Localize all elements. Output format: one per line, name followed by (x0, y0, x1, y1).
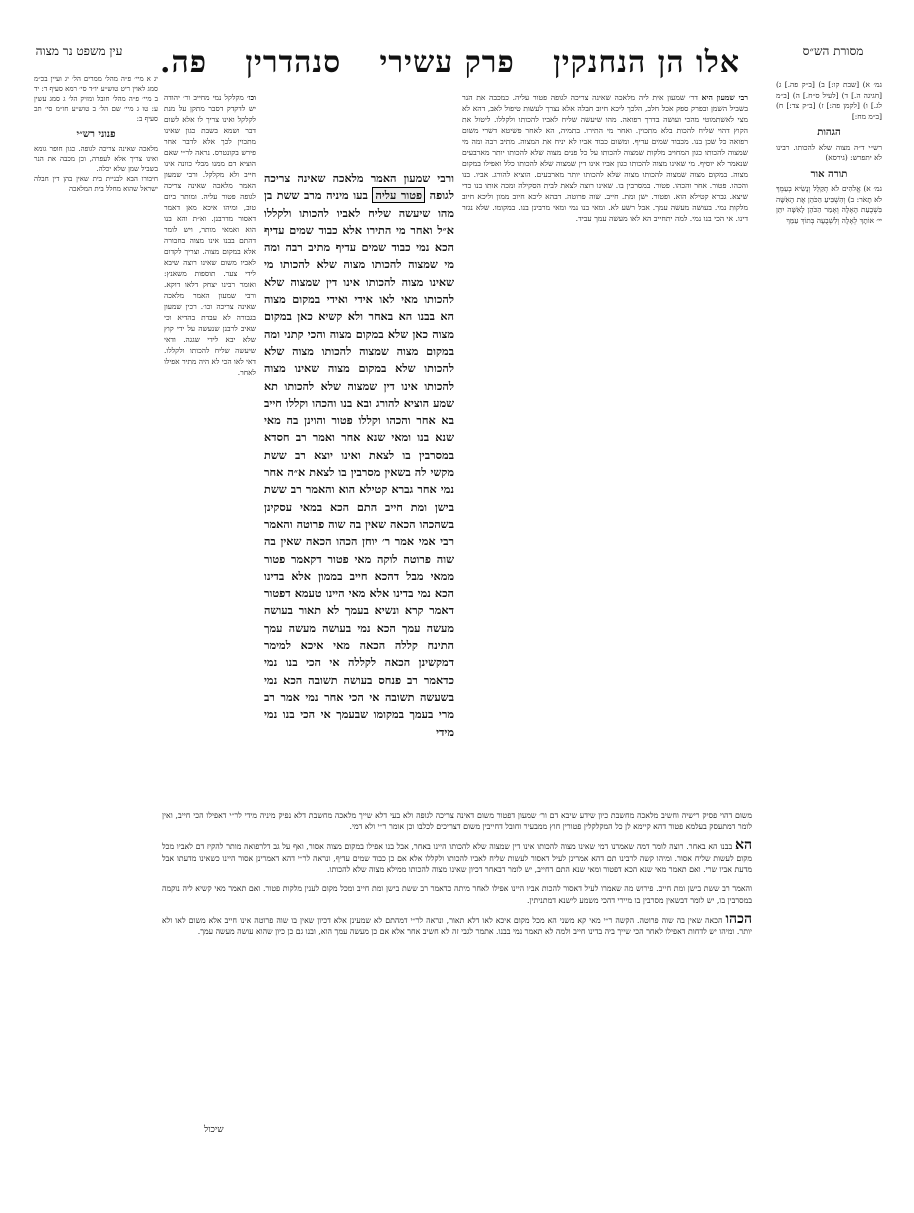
gemara-text-b: בעו מיניה מרב ששת בן מהו שיעשה שליח לאביו להכותו ולקללו א״ל ואחר מי התירו אלא כבוד שמים עדיף הכא נמי כבוד שמים עדיף מתיב רבה ומה מי שמצוה להכותו מצוה שלא להכותו מי שאינו מצוה להכותו אינו דין שמצוה שלא להכותו מאי לאו אידי ואידי במקום מצוה הא בבנו הא באחר ולא קשיא כאן במקום מצוה כאן שלא במקום מצוה והכי קתני ומה במקום מצוה שמצוה להכותו מצוה שלא להכותו שלא במקום מצוה שאינו מצוה להכותו אינו דין שמצוה שלא להכותו תא שמע הוציא להורג ובא בנו והכהו וקללו חייב בא אחר והכהו וקללו פטור והוינן בה מאי שנא בנו ומאי שנא אחר ואמר רב חסדא במסרבין בו לצאת ואינו יוצא רב ששת מקשי לה בשאין מסרבין בו לצאת א״ה אחר נמי אחר גברא קטילא הוא והאמר רב ששת בישן ומת חייב התם הכא במאי עסקינן בשהכהו הכאה שאין בה שוה פרוטה והאמר רבי אמי אמר ר׳ יוחן הכהו הכאה שאין בה שוה פרוטה לוקה מאי פטור דקאמר פטור ממאי מבל דהכא חייב בממון אלא בדינו הכא נמי בדינו אלא מאי היינו טעמא דפטור דאמר קרא ונשיא בעמך לא תאור בעושה מעשה עמך הכא נמי בעושה מעשה עמך התינח קללה הכאה מאי איכא למימר דמקשינן הכאה לקללה אי הכי בנו נמי כדאמר רב פנחס בעושה תשובה הכא נמי בשעשה תשובה אי הכי אחר נמי אמר רב מרי בעמך במקומו שבעמך אי הכי בנו נמי מידי (264, 188, 454, 739)
chapter-number: פרק עשירי (379, 44, 515, 80)
highlighted-phrase: פטור עליה (372, 187, 425, 203)
tosafot-commentary (164, 92, 256, 796)
ein-mishpat-header: עין משפט נר מצוה (35, 44, 123, 58)
chapter-name: אלו הן הנחנקין (553, 44, 740, 80)
gemara-opening: ורבי שמעון האמר (370, 171, 454, 185)
bottom-lead-word: הא (734, 837, 752, 854)
bottom-lead-word-2: הכהו (725, 911, 752, 928)
bottom-line-1: משום דהוי פסיק רישיה וחשיב מלאכה מחשבת כיון שידע שיבא דם ור׳ שמעון דפטור משום דאינה צריכה לגופה ולא בעי דלא שייך מלאכה מחשבת דלא נפיק מיניה מידי לר״י דאפילו הכי חייב, ואין לומר דמתעסק בעלמא פטור דהא קיימא לן כל המקלקלין פטורין חוץ ממבעיר וחובל דחייבין משום דצריכים לכלבו וכן אומר ר״י ולא דמי. (162, 810, 752, 832)
left-note-2: חיבורו הבא לבניית בית שאין בהן דין חבלה ישראל שהוא מחלל בית המלאכה (34, 175, 158, 193)
torah-or-title: תורה אור (810, 168, 848, 180)
catchword: שיכול (204, 1125, 224, 1135)
rashi-body: דר׳ שמעון אית ליה מלאכה שאינה צריכה לגופה פטור עליה. כמכבה את הנר בשביל השמן ובפרק ספק אכל חלב, הלכך ליכא חיוב חבלה אלא נצרך לעשות טיפול לאב, דהא לא מצי לאשתמוטי מהכי ועושה בדרך רפואה. מהו שיעשה שליח לאביו להכותו ולקללו. ליטול את הקוץ דהוי שליח להכות בלא מתכוין. ואחר מי התירו. בתמיה, הא לאחר פשיטא דשרי משום רפואה כל שכן בנו. מכבוד שמים עדיף. ומשום כבוד אביו לא יניח את המצוה. מתיב רבה ומה מי שמצוה להכותו כגון המחויב מלקות שמצוה להכותו על כל פנים מצוה שלא להכותו יותר מארבעים שנאמר לא יוסיף. מי שאינו מצוה להכותו כגון אביו אינו דין שמצוה שלא להכותו כלל ואפילו במקום מצוה. במקום מצוה שמצוה להכותו מצוה שלא להכותו יותר מארבעים. הוציא להורג. אביו. בנו והכהו. פטור. אחר והכהו. פטור. במסרבין בו. שאינו רוצה לצאת לבית הסקילה ומכה אותו בנו כדי שיצא. גברא קטילא הוא. ופטור. ישן ומת. חייב. שוה פרוטה. דבהא ליכא חיוב ממון וליכא חיוב מלקות נמי. בעושה מעשה עמך. אבל רשע לא. ומאי בנו נמי ומאי מרבינן בנו. במקומו. שלא נגזר דינו. אי הכי בנו נמי. למה יתחייב הא לאו מעשה עמך עביד. (462, 93, 748, 223)
page-title (160, 36, 740, 88)
masoret-hashas-header: מסורת הש״ס (802, 44, 864, 58)
tosafot-body: מקלקל נמי מחייב ור׳ יהודה יש לדקדק דסבר מתקן על מנת לקלקל ואינו צריך לו אלא לשום דבר ושמא בשבת כגון שאינו מתכוין לכך אלא לדבר אחר פירש בקונטרס. נראה לר״י שאם הוציא דם ממנו מבלי כוונה אינו חייב ולא מקלקל. ורבי שמעון האמר מלאכה שאינה צריכה לגופה פטור עליה. ומותר ביום טוב, ומיהו איכא מאן דאמר דאסור מדרבנן. וא״ת והא בנו הוא ואמאי מותר, ויש לומר דהתם בבנו אינו מצוה בחבורה אלא במקום מצוה. וצריך לקדום לאביו משום שאינו רוצה שיבא לידי צער. תוספות משאנץ: ואומר רבינו יצחק דלאו דוקא. ורבי שמעון האמר מלאכה שאינה צריכה וכו׳. רכין שמעון בגבורה לא עבדת בהדיא וכי שאיב לרבנן שנעשה על ידי קוץ שלא יבא לידי שגגה. ודאי שיעשה שליח להכותו ולקללו. דאי לאו הכי לא היה מתיר אפילו לאחר. (164, 93, 256, 377)
torah-or-text: גמ׳ א) אֱלֹהִים לֹא תְקַלֵּל וְנָשִׂיא בְעַמְּךָ לֹא תָאֹר: ב) וְהִשְׁבִּיעַ הַכֹּהֵן אֶת הָאִשָּׁה בִּשְׁבֻעַת הָאָלָה וְאָמַר הַכֹּהֵן לָאִשָּׁה יִתֵּן יי׳ אוֹתָךְ לְאָלָה וְלִשְׁבֻעָה בְּתוֹךְ עַמֵּךְ (776, 184, 882, 225)
rashi-note-text: מלאכה שאינה צריכה לגופה. כגון חופר גומא ואינו צריך אלא לעפרה, וכן מכבה את הנר בשביל שמן שלא יכלה. (34, 145, 158, 173)
ein-mishpat-text: יג א מיי׳ פ״ה מהל׳ ממרים הל׳ יג ועיין בכ״מ סמג לאוין ריט טוש״ע יו״ד סי׳ רמא סעיף ד: יד ב מיי׳ פ״ה מהל׳ חובל ומזיק הל׳ ג סמג עשין ע: טו ג מיי׳ שם הל׳ ב טוש״ע חו״מ סי׳ תכ סעיף ב: (34, 75, 158, 123)
masoret-text: גמ׳ א) [שבת קו:] ב) [ב״ק פה.] ג) [חגיגה ה.] ד) [לעיל ס״ח.] ה) [ב״מ לג.] ו) [לקמן פה:] ז) [ב״ק צד:] ח) [ב״מ מח:] (776, 80, 882, 121)
rashi-commentary (462, 92, 748, 796)
hagahot-title: הגהות (817, 127, 841, 138)
tractate-name: סנהדרין (245, 44, 342, 80)
gemara-text-a: מלאכה שאינה צריכה לגופה (264, 171, 454, 203)
folio-number: פה. (160, 44, 208, 80)
rashi-notes-title: פנוני רש״י (76, 129, 116, 140)
hagahot-text: רש״י ד״ה מצוה שלא להכותו. רבינו לא יתפרש: (גירסא) (776, 142, 882, 162)
gemara-text (264, 170, 454, 739)
rashi-heading: רבי שמעון היא (701, 93, 748, 102)
bottom-line-2: בבנו הא באחר. רוצה לומר דמה שאמרנו דמי שאינו מצוה להכותו אינו דין שמצוה שלא להכותו היינו באחר, אבל בנו אפילו במקום מצוה אסור, ואף על גב דלרפואה מותר להקיז דם לאביו מכל מקום לעשות שליח אסור. ומיהו קשה לרבינו תם דהא אמרינן לעיל דאסור לעשות שליח לאביו להכותו ולקללו אלא אם כן כבוד שמים עדיף, ונראה לר״י דהא דאמרינן אסור היינו כשאינו מדעתו אבל מדעת אביו שרי. ואם תאמר מאי שנא הכא דפטור ומאי שנא התם דחייב, יש לומר דבאחר דכיון שאינו מצוה להכותו ממילא מצוה שלא להכותו. (162, 842, 752, 875)
tosafot-heading: וכו׳ (246, 93, 256, 102)
bottom-commentary (162, 802, 752, 1122)
bottom-line-4: הכאה שאין בה שוה פרוטה. הקשה ר״י מאי קא משני הא מכל מקום איכא לאו דלא תאור, ונראה לר״י דמהתם לא שמעינן אלא דכיון שאין בו שוה פרוטה אינו חייב אלא משום לאו ולא יותר. ומיהו יש לדחות דאפילו לאחר הכי שייך ביה בדינו חייב ולמה לא תאמר נמי בבנו. אתמר לגבי זה לא חשיב אחר אלא אם כן מעשה עמך הוא, ובנו גם כן כיון שהוא עושה מעשה עמך. (162, 916, 752, 937)
right-margin (776, 80, 882, 580)
left-margin (34, 74, 158, 524)
bottom-line-3: והאמר רב ששת בישן ומת חייב. פירוש מה שאמרו לעיל דאסור להכות אביו היינו אפילו לאחר מיתה כדאמר רב ששת בישן ומת חייב ומכל מקום לענין מלקות פטור. ואם תאמר מאי קשיא ליה נוקמה במסרבין בו, יש לומר דבשאין מסרבין בו מיירי דהכי משמע לישנא דמתניתין. (162, 884, 752, 905)
